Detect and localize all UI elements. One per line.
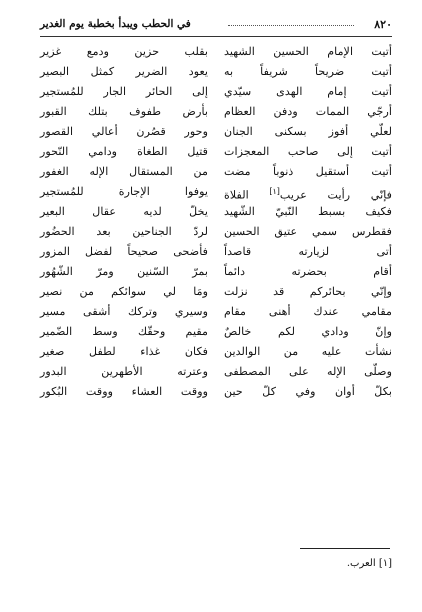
verse-line [40,362,392,382]
second-hemistich: مقيم وحقّك وسط الضّمير [40,325,208,338]
first-hemistich: وصلّى الإله على المصطفى [224,365,392,378]
first-hemistich: أتى لزيارته قاصداً [224,245,392,258]
verse-line [40,282,392,302]
header-divider [40,36,392,37]
first-hemistich: أرجّي الممات ودفن العظام [224,105,392,118]
second-hemistich: وسيري وتركك أشقى مسير [40,305,208,318]
second-hemistich: قتيل الطغاة ودامي النّحور [40,145,208,158]
second-hemistich: لردّ الجناحين بعد الحضُور [40,225,208,238]
second-hemistich: ومَا لي سوائكم من نصير [40,285,208,298]
first-hemistich: فكيف بسبط النّبيّ الشّهيد [224,205,392,218]
running-title: في الحطب ويبدأ بخطبة يوم الغدير [40,18,191,30]
first-hemistich: فإنّي رأيت عريب[١] الفلاة [224,187,392,202]
footnote-divider [300,548,390,549]
first-hemistich: أتيت إلى صاحب المعجزات [224,145,392,158]
first-hemistich: وإنّي بحائركم قد نزلت [224,285,392,298]
verse-line [40,122,392,142]
verse-line [40,242,392,262]
second-hemistich: بأرض طفوف بتلك القبور [40,105,208,118]
verse-line [40,142,392,162]
verse-line [40,382,392,402]
second-hemistich: إلى الحائر الجار للمُستجير [40,85,208,98]
second-hemistich: بمرّ السّنين ومرّ الشّهُور [40,265,208,278]
footnote: [١] العرب. [346,558,392,569]
page-header [40,18,392,34]
poem [40,42,392,402]
first-hemistich: لعلّي أفوز بسكنى الجنان [224,125,392,138]
verse-line [40,62,392,82]
second-hemistich: يعود الضرير كمثل البصير [40,65,208,78]
first-hemistich: بكلّ أوان وفي كلّ حين [224,385,392,398]
second-hemistich: فأضحى صحيحاً لفضل المزور [40,245,208,258]
verse-line [40,202,392,222]
verse-line [40,222,392,242]
second-hemistich: فكان غذاء لطفل صغير [40,345,208,358]
page-number: ٨٢٠ [374,18,392,31]
verse-line [40,262,392,282]
verse-line [40,42,392,62]
first-hemistich: فقطرس سمي عتيق الحسين [224,225,392,238]
footnote-marker: [١] [269,187,280,196]
first-hemistich: أتيت إمام الهدى سيّدي [224,85,392,98]
verse-line [40,322,392,342]
first-hemistich: أتيت ضريحاً شريفاً به [224,65,392,78]
second-hemistich: يخلّ لديه عقال البعير [40,205,208,218]
second-hemistich: وعترته الأطهرين البدور [40,365,208,378]
verse-line [40,102,392,122]
first-hemistich: أتيت الإمام الحسين الشهيد [224,45,392,58]
dotted-leader [228,25,354,26]
second-hemistich: يوفوا الإجارة للمُستجير [40,185,208,198]
verse-line [40,82,392,102]
second-hemistich: من المستقال الإله الغفور [40,165,208,178]
first-hemistich: أتيت أستقيل ذنوباً مضت [224,165,392,178]
second-hemistich: بقلب حزين ودمع غزير [40,45,208,58]
verse-line [40,302,392,322]
verse-line [40,162,392,182]
first-hemistich: نشأت عليه من الوالدين [224,345,392,358]
second-hemistich: وحور قصُرن أعالي القصور [40,125,208,138]
first-hemistich: وإنّ ودادي لكم خالصٌ [224,325,392,338]
verse-line [40,342,392,362]
verse-line [40,182,392,202]
first-hemistich: مقامي عندك أهنى مقام [224,305,392,318]
first-hemistich: أقام بحضرته دائماً [224,265,392,278]
second-hemistich: ووقت العشاء ووقت البُكور [40,385,208,398]
